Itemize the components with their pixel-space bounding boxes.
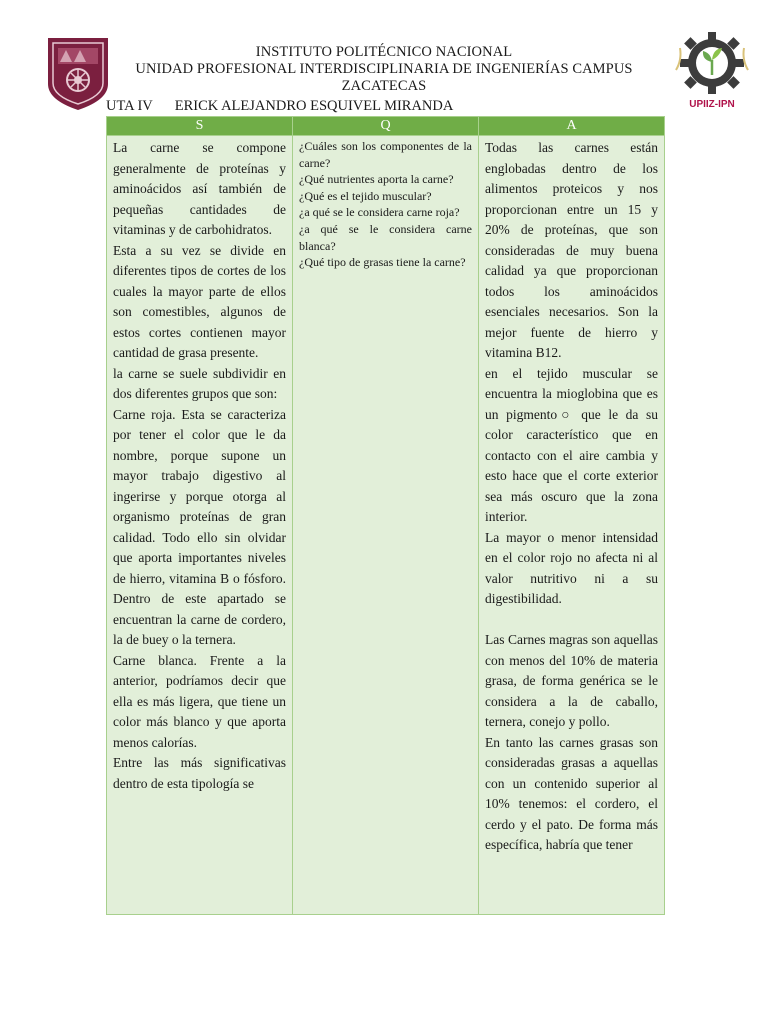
a-paragraph: en el tejido muscular se encuentra la mioglobina que es un pigmento○ que le da su color característico que en contacto con el aire cambia y esto hace que el corte exterior sea más oscuro que la zona interior.: [485, 365, 658, 524]
author-prefix: UTA IV: [106, 98, 153, 114]
header-s: S: [107, 117, 293, 136]
s-paragraph: Entre las más significativas dentro de esta tipología se: [113, 755, 286, 791]
a-paragraph: La mayor o menor intensidad en el color rojo no afecta ni al valor nutritivo ni a su digestibilidad.: [485, 529, 658, 606]
s-paragraph: la carne se suele subdividir en dos diferentes grupos que son:: [113, 365, 286, 401]
q-item: ¿Qué es el tejido muscular?: [299, 188, 432, 203]
a-paragraph: En tanto las carnes grasas son consideradas grasas a aquellas con un contenido superior al 10% tenemos: el cordero, el cerdo y el pato. De forma más específica, habría que tener: [485, 734, 658, 852]
a-paragraph: Las Carnes magras son aquellas con menos del 10% de materia grasa, de forma genérica se le considera a la de caballo, ternera, conejo y pollo.: [485, 632, 658, 729]
header-a: A: [479, 117, 665, 136]
s-paragraph: Carne roja. Esta se caracteriza por tener el color que le da nombre, porque supone un mayor trabajo digestivo al ingerirse y porque otorga al organismo proteínas de gran calidad. Todo ello sin olvidar que aporta importantes niveles de hierro, vitamina B o fósforo. Dentro de este apartado se encuentran la carne de cordero, la de buey o la ternera.: [113, 406, 286, 647]
q-item: ¿Qué nutrientes aporta la carne?: [299, 172, 454, 187]
s-paragraph: Esta a su vez se divide en diferentes tipos de cortes de los cuales la mayor parte de ellos son comestibles, algunos de estos cortes contienen mayor cantidad de grasa presente.: [113, 242, 286, 360]
document-header: [120, 44, 648, 95]
column-a-cell: [479, 136, 665, 915]
author-name: ERICK ALEJANDRO ESQUIVEL MIRANDA: [174, 98, 454, 114]
header-line-2: UNIDAD PROFESIONAL INTERDISCIPLINARIA DE INGENIERÍAS CAMPUS: [135, 61, 633, 77]
ipn-logo: [42, 34, 114, 112]
table-row: [107, 136, 665, 915]
upiiz-logo: [672, 30, 752, 112]
header-line-3: ZACATECAS: [341, 78, 427, 94]
table-header-row: [107, 117, 665, 136]
q-item: ¿Qué tipo de grasas tiene la carne?: [299, 255, 466, 270]
q-item: ¿a qué se le considera carne blanca?: [299, 221, 472, 253]
a-paragraph: Todas las carnes están englobadas dentro de los alimentos proteicos y nos proporcionan entre un 15 y 20% de proteínas, que son consideradas de muy buena calidad ya que proporcionan todos los aminoácidos esenciales necesarios. Son la mejor fuente de hierro y vitamina B12.: [485, 140, 658, 360]
a-blank-line: [485, 610, 658, 631]
q-item: ¿Cuáles son los componentes de la carne?: [299, 139, 472, 170]
column-s-cell: [107, 136, 293, 915]
column-q-cell: [293, 136, 479, 915]
sqa-table: [106, 116, 665, 915]
header-line-1: INSTITUTO POLITÉCNICO NACIONAL: [255, 44, 513, 60]
author-line: [106, 98, 453, 115]
s-paragraph: Carne blanca. Frente a la anterior, podríamos decir que ella es más ligera, que tiene un color más blanco y que aporta menos calorías.: [113, 652, 286, 750]
s-paragraph: La carne se compone generalmente de proteínas y aminoácidos así también de pequeñas cantidades de vitaminas y de carbohidratos.: [113, 140, 286, 237]
upiiz-logo-label: UPIIZ-IPN: [689, 99, 735, 110]
header-q: Q: [293, 117, 479, 136]
q-item: ¿a qué se le considera carne roja?: [299, 205, 460, 220]
